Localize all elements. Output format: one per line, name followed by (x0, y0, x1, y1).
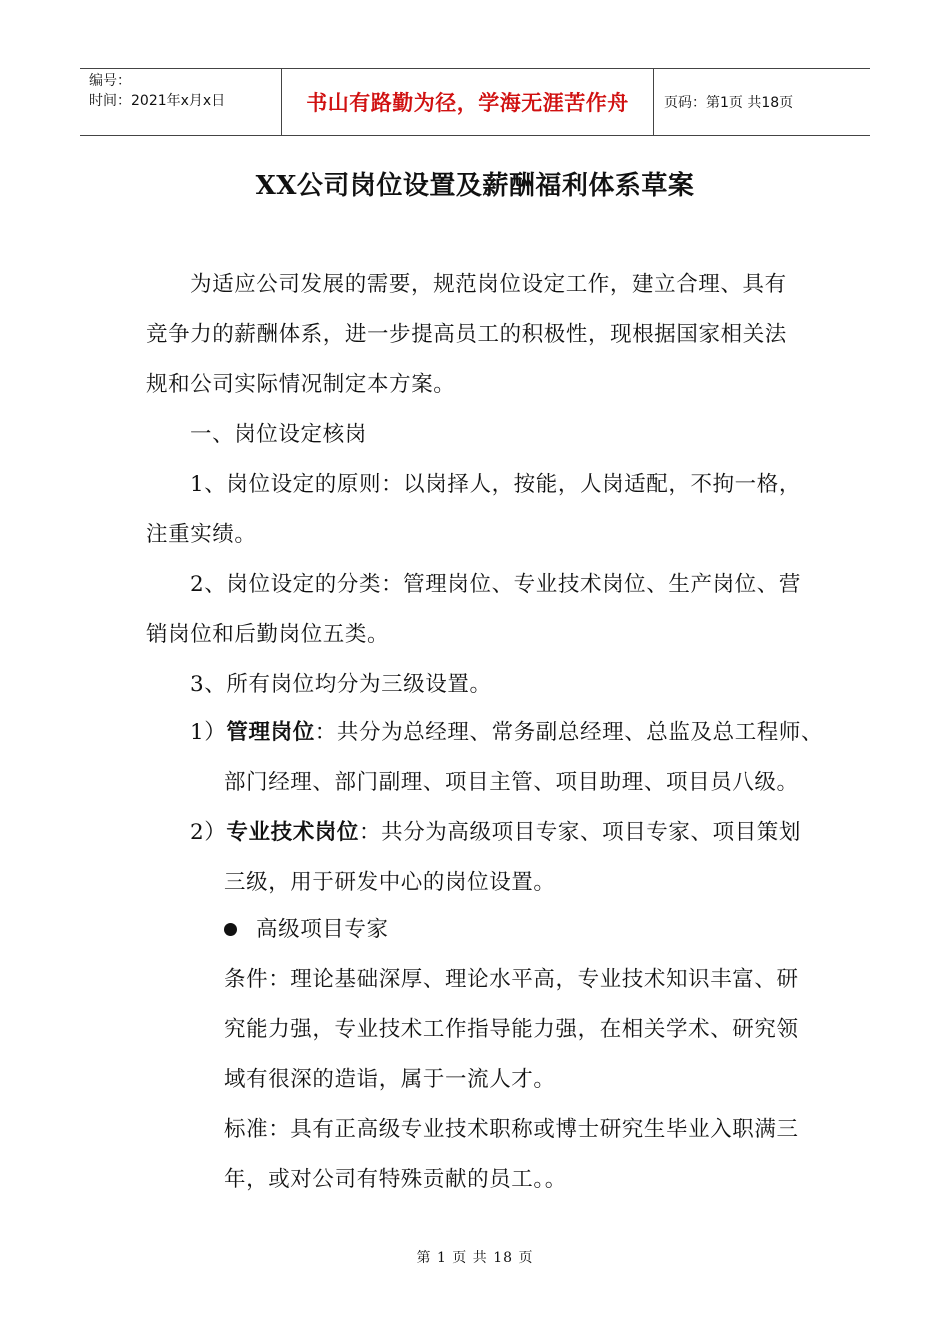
standard-line-2: 年，或对公司有特殊贡献的员工。。 (224, 1167, 567, 1192)
header-motto-cell (281, 69, 654, 135)
conditions-line-1: 条件：理论基础深厚、理论水平高，专业技术知识丰富、研 (224, 967, 799, 992)
sub-item-2-text: ：共分为高级项目专家、项目专家、项目策划 (359, 820, 802, 845)
item-1-line-2: 注重实绩。 (146, 522, 257, 547)
document-title: XX公司岗位设置及薪酬福利体系草案 (255, 171, 695, 201)
sub-item-1-number: 1） (190, 720, 227, 745)
document-date: 时间：2021年x月x日 (89, 93, 226, 109)
intro-line-1: 为适应公司发展的需要，规范岗位设定工作，建立合理、具有 (190, 272, 787, 297)
sub-item-1-text: ：共分为总经理、常务副总经理、总监及总工程师、 (314, 720, 824, 745)
sub-item-1 (190, 708, 823, 758)
standard-line-1: 标准：具有正高级专业技术职称或博士研究生毕业入职满三 (224, 1117, 799, 1142)
intro-line-2: 竞争力的薪酬体系，进一步提高员工的积极性，现根据国家相关法 (146, 322, 787, 347)
bullet-item: 高级项目专家 (256, 917, 389, 942)
bullet-dot-icon (224, 923, 237, 936)
item-2-line-1: 2、岗位设定的分类：管理岗位、专业技术岗位、生产岗位、营 (190, 572, 801, 597)
item-1-line-1: 1、岗位设定的原则：以岗择人，按能，人岗适配，不拘一格， (190, 472, 801, 497)
item-3: 3、所有岗位均分为三级设置。 (190, 672, 492, 697)
sub-item-2-number: 2） (190, 820, 227, 845)
header-page-info: 页码：第1页 共18页 (664, 95, 794, 111)
conditions-line-2: 究能力强，专业技术工作指导能力强，在相关学术、研究领 (224, 1017, 799, 1042)
item-2-line-2: 销岗位和后勤岗位五类。 (146, 622, 390, 647)
conditions-line-3: 域有很深的造诣，属于一流人才。 (224, 1067, 556, 1092)
page-header (80, 68, 870, 136)
sub-item-2 (190, 808, 801, 858)
sub-item-2-continuation: 三级，用于研发中心的岗位设置。 (224, 870, 556, 895)
sub-item-2-label: 专业技术岗位 (226, 820, 359, 845)
intro-line-3: 规和公司实际情况制定本方案。 (146, 372, 456, 397)
sub-item-1-continuation: 部门经理、部门副理、项目主管、项目助理、项目员八级。 (224, 770, 799, 795)
page-footer: 第 1 页 共 18 页 (416, 1250, 534, 1266)
sub-item-1-label: 管理岗位 (226, 720, 315, 745)
header-motto: 书山有路勤为径，学海无涯苦作舟 (306, 91, 629, 115)
header-meta (80, 69, 281, 135)
section-heading-1: 一、岗位设定核岗 (190, 422, 367, 447)
document-number-label: 编号： (89, 73, 131, 89)
